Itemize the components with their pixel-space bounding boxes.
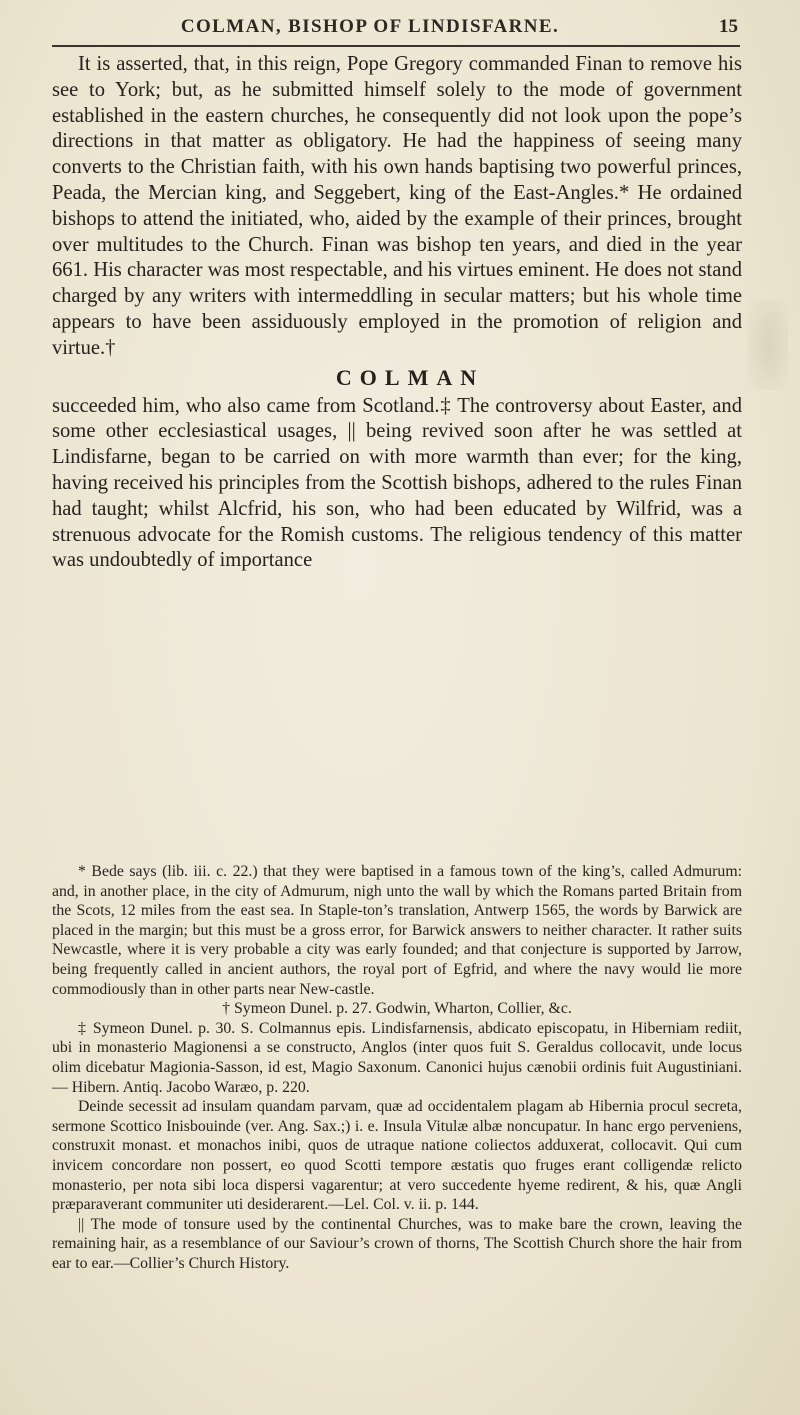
header-rule [52, 45, 740, 47]
main-text [52, 52, 742, 574]
footnote-double-dagger-continued: Deinde secessit ad insulam quandam parvam, quæ ad occidentalem plagam ab Hibernia procul secreta, sermone Scottico Inisbouinde (ver. Ang. Sax.;) i. e. Insula Vitulæ albæ noncupatur. In hanc ergo perveniens, construxit monast. et monachos inibi, quos de utraque natione coliectos adduxerat, collocavit. Qui cum invicem concordare non possert, eo quod Scotti tempore æstatis quo fruges erant colligendæ relicto monasterio, per nota sibi loca dispersi vagarentur; at vero succedente hyeme redirent, & his, quæ Angli præparaverant communiter uti desiderarent.—Lel. Col. v. ii. p. 144. [52, 1098, 742, 1214]
page-number: 15 [719, 16, 738, 37]
page-header [62, 16, 738, 42]
footnote-dagger: † Symeon Dunel. p. 27. Godwin, Wharton, Collier, &c. [222, 1000, 572, 1018]
section-heading-colman: COLMAN [335, 364, 485, 390]
footnote-double-dagger: ‡ Symeon Dunel. p. 30. S. Colmannus epis. Lindisfarnensis, abdicato episcopatu, in Hiberniam rediit, ubi in monasterio Magionensi a se constructo, Anglos (inter quos fuit S. Geraldus collocavit, unde locus olim dicebatur Magionia-Sasson, id est, Magio Saxonum. Canonici hujus cænobii ordinis fuit Augustiniani.— Hibern. Antiq. Jacobo Waræo, p. 220. [52, 1019, 742, 1096]
footnotes [52, 862, 742, 1273]
footnote-star: * Bede says (lib. iii. c. 22.) that they were baptised in a famous town of the king’s, called Admurum: and, in another place, in the city of Admurum, nigh unto the wall by which the Romans parted Britain from the Scots, 12 miles from the east sea. In Staple-ton’s translation, Antwerp 1565, the words by Barwick are placed in the margin; but this must be a gross error, for Barwick answers to neither character. It rather suits Newcastle, where it is very probable a city was early founded; and that conjecture is supported by Jarrow, being frequently called in ancient authors, the royal port of Egfrid, and where the navy would lie more commodiously than in other parts near New-castle. [52, 863, 742, 998]
paragraph-finan: It is asserted, that, in this reign, Pope Gregory commanded Finan to remove his see to York; but, as he submitted himself solely to the mode of government established in the eastern churches, he consequently did not look upon the pope’s directions in that matter as obligatory. He had the happiness of seeing many converts to the Christian faith, with his own hands baptising two powerful princes, Peada, the Mercian king, and Seggebert, king of the East-Angles.* He ordained bishops to attend the initiated, who, aided by the example of their princes, brought over multitudes to the Church. Finan was bishop ten years, and died in the year 661. His character was most respectable, and his virtues eminent. He does not stand charged by any writers with intermeddling in secular matters; but his whole time appears to have been assiduously employed in the promotion of religion and virtue.† [52, 53, 742, 359]
running-head: COLMAN, BISHOP OF LINDISFARNE. [180, 16, 560, 37]
footnote-parallel: || The mode of tonsure used by the continental Churches, was to make bare the crown, leaving the remaining hair, as a resemblance of our Saviour’s crown of thorns, The Scottish Church shore the hair from ear to ear.—Collier’s Church History. [52, 1215, 742, 1272]
paper-stain [748, 300, 788, 390]
paragraph-colman: succeeded him, who also came from Scotland.‡ The controversy about Easter, and some other ecclesiastical usages, || being revived soon after he was settled at Lindisfarne, began to be carried on with more warmth than ever; for the king, having received his principles from the Scottish bishops, adhered to the rules Finan had taught; whilst Alcfrid, his son, who had been educated by Wilfrid, was a strenuous advocate for the Romish customs. The religious tendency of this matter was undoubtedly of importance [52, 394, 742, 572]
